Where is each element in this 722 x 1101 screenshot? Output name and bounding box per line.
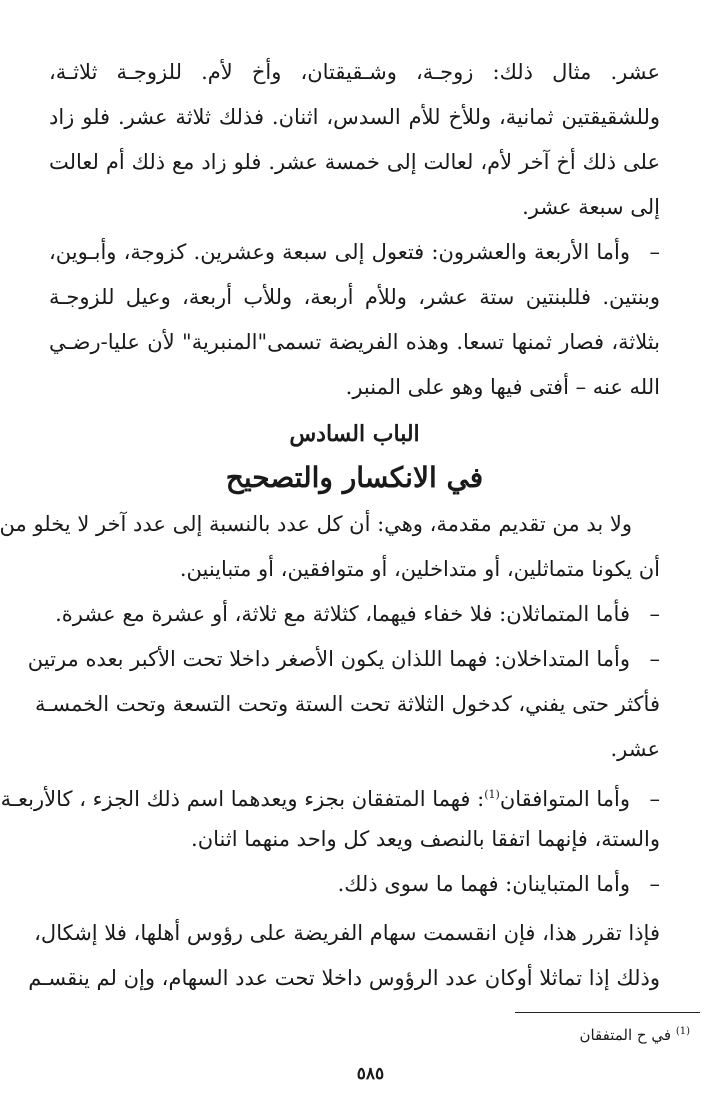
dash-marker: – — [649, 787, 660, 811]
definition: : فهما المتفقان بجزء ويعدهما اسم ذلك الجزء ، كالأربعـة — [0, 787, 485, 811]
text-line: وللشقيقتين ثمانية، وللأخ للأم السدس، اثنان. فذلك ثلاثة عشر. فلو زاد — [49, 105, 660, 129]
page-body — [0, 50, 660, 1101]
bullet-line — [27, 637, 660, 682]
text-line: فإذا تقرر هذا، فإن انقسمت سهام الفريضة على رؤوس أهلها، فلا إشكال، — [34, 921, 660, 945]
bullet-item-2 — [27, 637, 660, 772]
paragraph-4 — [28, 911, 660, 1001]
dash-marker: – — [649, 240, 660, 264]
text-line: الله عنه – أفتى فيها وهو على المنبر. — [345, 375, 660, 399]
bullet-line — [0, 772, 660, 817]
dash-marker: – — [649, 872, 660, 896]
text-line: وأما المتباينان: فهما ما سوى ذلك. — [337, 872, 630, 896]
dash-marker: – — [649, 602, 660, 626]
text-line: وبنتين. فللبنتين ستة عشر، وللأم أربعة، وللأب أربعة، وعيل للزوجـة — [49, 285, 660, 309]
bullet-item-1 — [49, 592, 660, 637]
chapter-title: في الانكسار والتصحيح — [225, 461, 484, 494]
text-line: أن يكونا متماثلين، أو متداخلين، أو متوافقين، أو متباينين. — [179, 557, 660, 581]
text-line: عشر. مثال ذلك: زوجـة، وشـقيقتان، وأخ لأم. للزوجـة ثلاثـة، — [49, 60, 660, 84]
text-line: إلى سبعة عشر. — [522, 195, 660, 219]
text-line: عشر. — [610, 737, 660, 761]
text-line: والستة، فإنهما اتفقا بالنصف ويعد كل واحد منهما اثنان. — [191, 827, 660, 851]
footnote-divider — [515, 1012, 700, 1013]
paragraph-1 — [49, 50, 660, 230]
text-line: فأكثر حتى يفني، كدخول الثلاثة تحت الستة وتحت التسعة وتحت الخمسـة — [34, 692, 660, 716]
page-number: ٥٨٥ — [356, 1064, 385, 1084]
text-line: وأما المتداخلان: فهما اللذان يكون الأصغر داخلا تحت الأكبر بعده مرتين — [27, 647, 630, 671]
text-line — [1, 772, 630, 822]
dash-marker: – — [649, 647, 660, 671]
text-line: فأما المتماثلان: فلا خفاء فيهما، كثلاثة مع ثلاثة، أو عشرة مع عشرة. — [55, 602, 630, 626]
footnote — [579, 1026, 690, 1044]
text-line: وأما الأربعة والعشرون: فتعول إلى سبعة وعشرين. كزوجة، وأبـوين، — [49, 240, 630, 264]
footnote-marker: (1) — [675, 1026, 690, 1037]
text-line: وذلك إذا تماثلا أوكان عدد الرؤوس داخلا تحت عدد السهام، وإن لم ينقسـم — [28, 966, 660, 990]
bullet-item-3 — [0, 772, 660, 862]
term: وأما المتوافقان — [499, 787, 630, 811]
chapter-heading: الباب السادس — [289, 421, 420, 447]
text-line: بثلاثة، فصار ثمنها تسعا. وهذه الفريضة تسمى"المنبرية" لأن عليا-رضـي — [49, 330, 660, 354]
bullet-line — [49, 230, 660, 275]
paragraph-2 — [49, 230, 660, 410]
paragraph-3 — [0, 502, 660, 592]
footnote-reference[interactable]: (1) — [484, 788, 500, 801]
bullet-item-4 — [49, 862, 660, 907]
text-line: على ذلك أخ آخر لأم، لعالت إلى خمسة عشر. فلو زاد مع ذلك أم لعالت — [49, 150, 660, 174]
text-line: ولا بد من تقديم مقدمة، وهي: أن كل عدد بالنسبة إلى عدد آخر لا يخلو من — [0, 512, 632, 536]
footnote-text: في ح المتفقان — [579, 1026, 672, 1044]
